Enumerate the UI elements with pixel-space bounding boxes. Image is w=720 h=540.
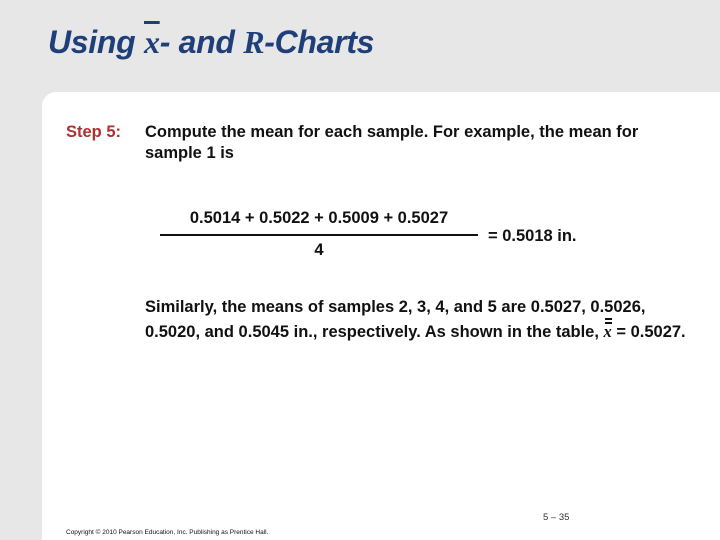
step-text: Compute the mean for each sample. For example, the mean for sample 1 is [145,123,639,162]
grand-mean-value: = 0.5027. [611,322,686,341]
fraction-denominator: 4 [314,241,324,259]
fraction-numerator: 0.5014 + 0.5022 + 0.5009 + 0.5027 [189,209,449,227]
copyright-notice: Copyright © 2010 Pearson Education, Inc. Publishing as Prentice Hall. [66,529,269,536]
grand-mean-symbol: x [604,319,612,343]
fraction-result: = 0.5018 in. [488,227,577,245]
slide-title [48,24,374,61]
fraction-bar [160,234,478,236]
paragraph-text: Similarly, the means of samples 2, 3, 4, and 5 are 0.5027, 0.5026, 0.5020, and 0.5045 in., respectively. As shown in the table, [145,298,646,341]
page-number: 5 – 35 [543,512,570,523]
title-suffix: -Charts [264,24,375,60]
means-paragraph [145,297,690,343]
title-r-symbol: R [243,24,265,60]
title-middle: - and [159,24,244,60]
title-prefix: Using [48,24,144,60]
title-x-bar-symbol: $\overline{x}$ [143,24,160,60]
mean-fraction [160,208,478,260]
step-label: Step 5: [66,123,122,141]
